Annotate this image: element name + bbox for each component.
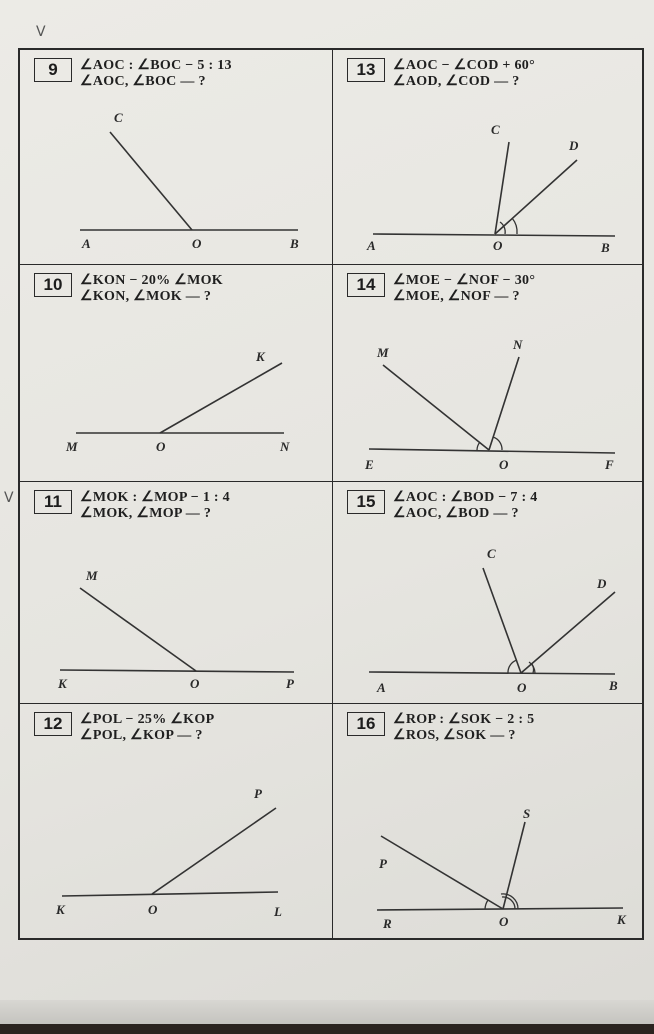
angle-arc (532, 664, 534, 673)
ray-op (381, 836, 503, 909)
problem-grid (18, 48, 644, 940)
problem-number: 11 (34, 490, 72, 514)
point-label-n: N (280, 439, 290, 454)
point-label-l: L (274, 904, 282, 919)
point-label-d: D (597, 576, 607, 591)
problem-10 (20, 265, 333, 482)
problem-number: 13 (347, 58, 385, 82)
point-label-o: O (499, 914, 509, 929)
problem-15 (333, 482, 644, 704)
check-mark-top: V (36, 24, 46, 40)
angle-arc (493, 437, 502, 450)
point-label-b: B (290, 236, 299, 251)
ray-od (521, 592, 615, 673)
problem-number: 12 (34, 712, 72, 736)
point-label-o: O (148, 902, 158, 917)
point-label-c: C (114, 110, 123, 125)
ray-os (503, 822, 525, 909)
point-label-o: O (517, 680, 527, 695)
question-line: ∠MOE, ∠NOF — ? (393, 289, 520, 304)
point-label-m: M (377, 345, 389, 360)
problem-number: 14 (347, 273, 385, 297)
check-mark-side: V (4, 490, 14, 506)
question-line: ∠ROS, ∠SOK — ? (393, 728, 516, 743)
ray-oc (495, 142, 509, 234)
ray-op (152, 808, 276, 894)
condition-line: ∠MOK : ∠MOP − 1 : 4 (80, 490, 230, 505)
ray-on (489, 357, 519, 450)
point-label-o: O (493, 238, 503, 253)
ray-ok (160, 363, 282, 433)
condition-line: ∠MOE − ∠NOF − 30° (393, 273, 536, 288)
angle-figure (20, 482, 333, 704)
question-line: ∠AOC, ∠BOC — ? (80, 74, 206, 89)
point-label-b: B (601, 240, 610, 255)
ray-om (80, 588, 196, 671)
point-label-e: E (365, 457, 374, 472)
point-label-a: A (367, 238, 376, 253)
angle-figure (333, 704, 644, 940)
condition-line: ∠AOC : ∠BOD − 7 : 4 (393, 490, 538, 505)
point-label-k: K (56, 902, 65, 917)
problem-number: 9 (34, 58, 72, 82)
condition-line: ∠AOC : ∠BOC − 5 : 13 (80, 58, 232, 73)
problem-14 (333, 265, 644, 482)
point-label-m: M (86, 568, 98, 583)
problem-16 (333, 704, 644, 940)
point-label-o: O (499, 457, 509, 472)
angle-figure (333, 50, 644, 265)
point-label-b: B (609, 678, 618, 693)
condition-line: ∠ROP : ∠SOK − 2 : 5 (393, 712, 535, 727)
problem-number: 16 (347, 712, 385, 736)
point-label-c: C (491, 122, 500, 137)
point-label-p: P (379, 856, 387, 871)
problem-number: 10 (34, 273, 72, 297)
point-label-k: K (617, 912, 626, 927)
line-ab (369, 672, 615, 674)
angle-arc (512, 218, 517, 234)
problem-9 (20, 50, 333, 265)
condition-line: ∠KON − 20% ∠MOK (80, 273, 223, 288)
point-label-m: M (66, 439, 78, 454)
angle-figure (20, 265, 333, 482)
question-line: ∠POL, ∠KOP — ? (80, 728, 203, 743)
point-label-a: A (377, 680, 386, 695)
question-line: ∠AOD, ∠COD — ? (393, 74, 520, 89)
line-kp (60, 670, 294, 672)
question-line: ∠KON, ∠MOK — ? (80, 289, 212, 304)
angle-figure (333, 265, 644, 482)
point-label-o: O (190, 676, 200, 691)
question-line: ∠MOK, ∠MOP — ? (80, 506, 212, 521)
ray-oc (483, 568, 521, 673)
point-label-a: A (82, 236, 91, 251)
line-kl (62, 892, 278, 896)
problem-13 (333, 50, 644, 265)
angle-arc (485, 900, 488, 909)
line-rk (377, 908, 623, 910)
angle-figure (20, 50, 333, 265)
ray-oc (110, 132, 192, 230)
angle-arc (508, 660, 517, 673)
ray-od (495, 160, 577, 234)
angle-figure (333, 482, 644, 704)
line-ef (369, 449, 615, 453)
angle-figure (20, 704, 333, 940)
problem-number: 15 (347, 490, 385, 514)
point-label-k: K (58, 676, 67, 691)
angle-arc (477, 442, 480, 450)
point-label-o: O (192, 236, 202, 251)
problem-12 (20, 704, 333, 940)
point-label-o: O (156, 439, 166, 454)
point-label-c: C (487, 546, 496, 561)
condition-line: ∠AOC − ∠COD + 60° (393, 58, 535, 73)
point-label-f: F (605, 457, 614, 472)
point-label-p: P (286, 676, 294, 691)
question-line: ∠AOC, ∠BOD — ? (393, 506, 519, 521)
point-label-r: R (383, 916, 392, 931)
point-label-n: N (513, 337, 523, 352)
point-label-s: S (523, 806, 531, 821)
line-ab (373, 234, 615, 236)
condition-line: ∠POL − 25% ∠KOP (80, 712, 215, 727)
table-surface (0, 1024, 654, 1034)
ray-om (383, 365, 489, 450)
point-label-p: P (254, 786, 262, 801)
problem-11 (20, 482, 333, 704)
point-label-d: D (569, 138, 579, 153)
point-label-k: K (256, 349, 265, 364)
